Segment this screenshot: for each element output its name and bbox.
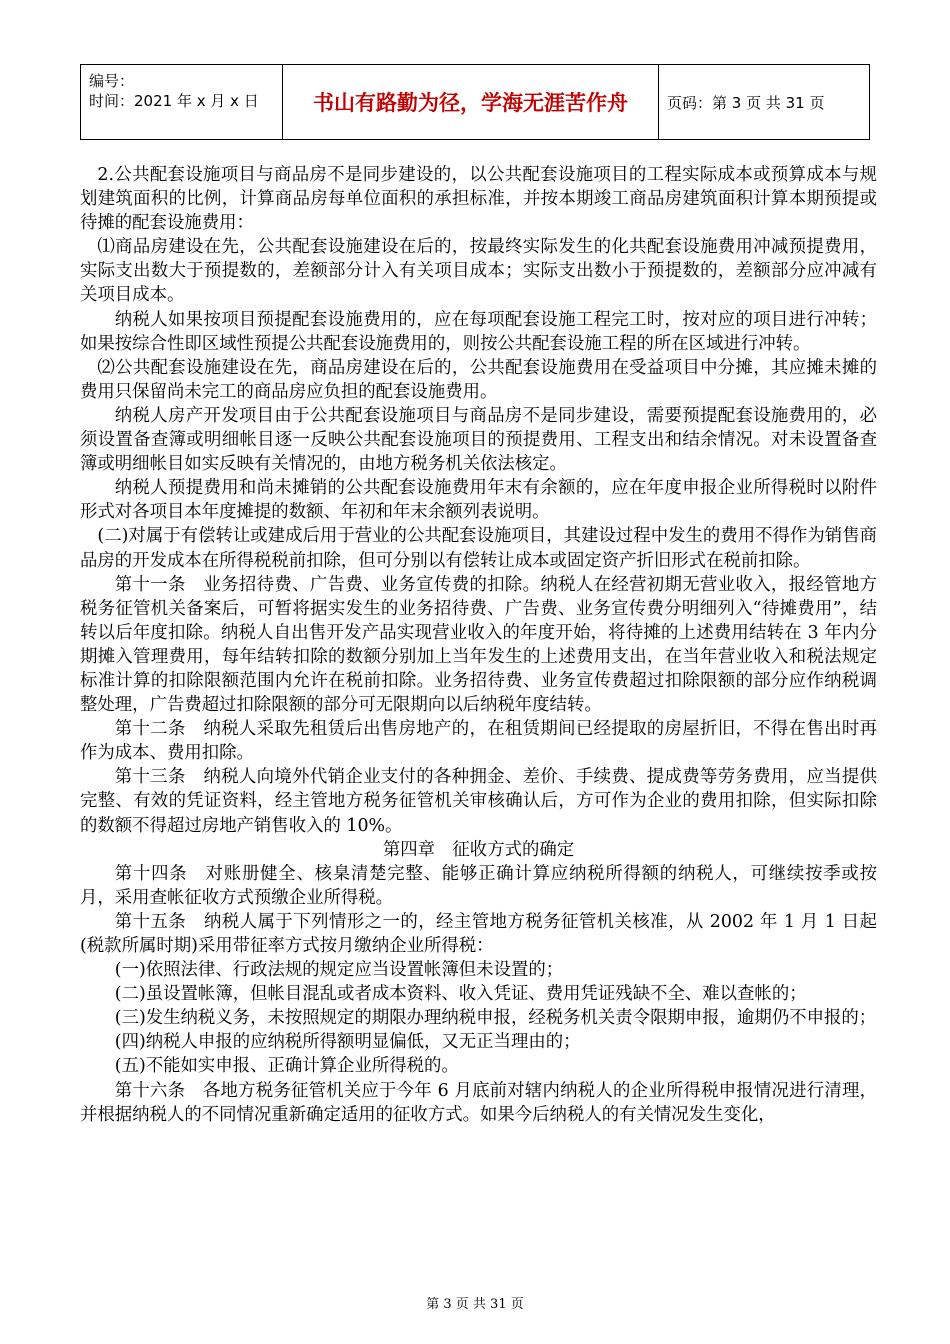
article-15: 第十五条 纳税人属于下列情形之一的，经主管地方税务征管机关核准，从 2002 年 1 月 1 日起(税款所属时期)采用带征率方式按月缴纳企业所得税：	[80, 911, 877, 956]
header-meta	[81, 65, 283, 139]
list-item: (五)不能如实申报、正确计算企业所得税的。	[114, 1056, 459, 1077]
paragraph: 纳税人预提费用和尚未摊销的公共配套设施费用年末有余额的，应在年度申报企业所得税时以附件形式对各项目本年度摊提的数额、年初和年末余额列表说明。	[80, 478, 877, 523]
chapter-title: 第四章 征收方式的确定	[382, 839, 575, 860]
article-16: 第十六条 各地方税务征管机关应于今年 6 月底前对辖内纳税人的企业所得税申报情况进行清理，并根据纳税人的不同情况重新确定适用的征收方式。如果今后纳税人的有关情况发生变化，	[80, 1080, 877, 1125]
paragraph: 纳税人如果按项目预提配套设施费用的，应在每项配套设施工程完工时，按对应的项目进行冲转；如果按综合性即区域性预提公共配套设施费用的，则按公共配套设施工程的所在区域进行冲转。	[80, 309, 877, 354]
document-number-label: 编号：	[89, 72, 135, 90]
page-footer: 第 3 页 共 31 页	[426, 1297, 524, 1312]
paragraph: (二)对属于有偿转让或建成后用于营业的公共配套设施项目，其建设过程中发生的费用不得作为销售商品房的开发成本在所得税税前扣除，但可分别以有偿转让成本或固定资产折旧形式在税前扣除。	[80, 526, 877, 571]
paragraph: ⑵公共配套设施建设在先，商品房建设在后的，公共配套设施费用在受益项目中分摊，其应摊未摊的费用只保留尚未完工的商品房应负担的配套设施费用。	[80, 357, 877, 402]
page-header	[80, 64, 870, 140]
document-body	[80, 163, 877, 1127]
list-item: (二)虽设置帐簿，但帐目混乱或者成本资料、收入凭证、费用凭证残缺不全、难以查帐的；	[114, 984, 807, 1005]
list-item: (三)发生纳税义务，未按照规定的期限办理纳税申报，经税务机关责令限期申报，逾期仍不申报的；	[114, 1008, 877, 1029]
document-time-label: 时间：2021 年 x 月 x 日	[89, 92, 259, 110]
list-item: (一)依照法律、行政法规的规定应当设置帐簿但未设置的；	[114, 960, 564, 981]
article-12: 第十二条 纳税人采取先租赁后出售房地产的，在租赁期间已经提取的房屋折旧，不得在售出时再作为成本、费用扣除。	[80, 719, 877, 764]
header-page-number: 页码：第 3 页 共 31 页	[667, 93, 825, 112]
paragraph: 纳税人房产开发项目由于公共配套设施项目与商品房不是同步建设，需要预提配套设施费用的，必须设置备查簿或明细帐目逐一反映公共配套设施项目的预提费用、工程支出和结余情况。对未设置备查簿或明细帐目如实反映有关情况的，由地方税务机关依法核定。	[80, 405, 877, 475]
list-item: (四)纳税人申报的应纳税所得额明显偏低，又无正当理由的；	[114, 1032, 581, 1053]
header-motto: 书山有路勤为径，学海无涯苦作舟	[283, 65, 659, 139]
article-11: 第十一条 业务招待费、广告费、业务宣传费的扣除。纳税人在经营初期无营业收入，报经管地方税务征管机关备案后，可暂将据实发生的业务招待费、广告费、业务宣传费分明细列入“待摊费用”，结转以后年度扣除。纳税人自出售开发产品实现营业收入的年度开始，将待摊的上述费用结转在 3 年内分期摊入管理费用，每年结转扣除的数额分别加上当年发生的上述费用支出，在当年营业收入和税法规定标准计算的扣除限额范围内允许在税前扣除。业务招待费、业务宣传费超过扣除限额的部分应作纳税调整处理，广告费超过扣除限额的部分可无限期向以后纳税年度结转。	[80, 574, 877, 716]
article-13: 第十三条 纳税人向境外代销企业支付的各种拥金、差价、手续费、提成费等劳务费用，应当提供完整、有效的凭证资料，经主管地方税务征管机关审核确认后，方可作为企业的费用扣除，但实际扣除的数额不得超过房地产销售收入的 10%。	[80, 767, 877, 836]
article-14: 第十四条 对账册健全、核臬清楚完整、能够正确计算应纳税所得额的纳税人，可继续按季或按月，采用查帐征收方式预缴企业所得税。	[80, 863, 877, 908]
paragraph: 2.公共配套设施项目与商品房不是同步建设的，以公共配套设施项目的工程实际成本或预算成本与规划建筑面积的比例，计算商品房每单位面积的承担标准，并按本期竣工商品房建筑面积计算本期预提或待摊的配套设施费用：	[80, 165, 877, 234]
paragraph: ⑴商品房建设在先，公共配套设施建设在后的，按最终实际发生的化共配套设施费用冲减预提费用，实际支出数大于预提数的，差额部分计入有关项目成本；实际支出数小于预提数的，差额部分应冲减有关项目成本。	[80, 237, 877, 306]
